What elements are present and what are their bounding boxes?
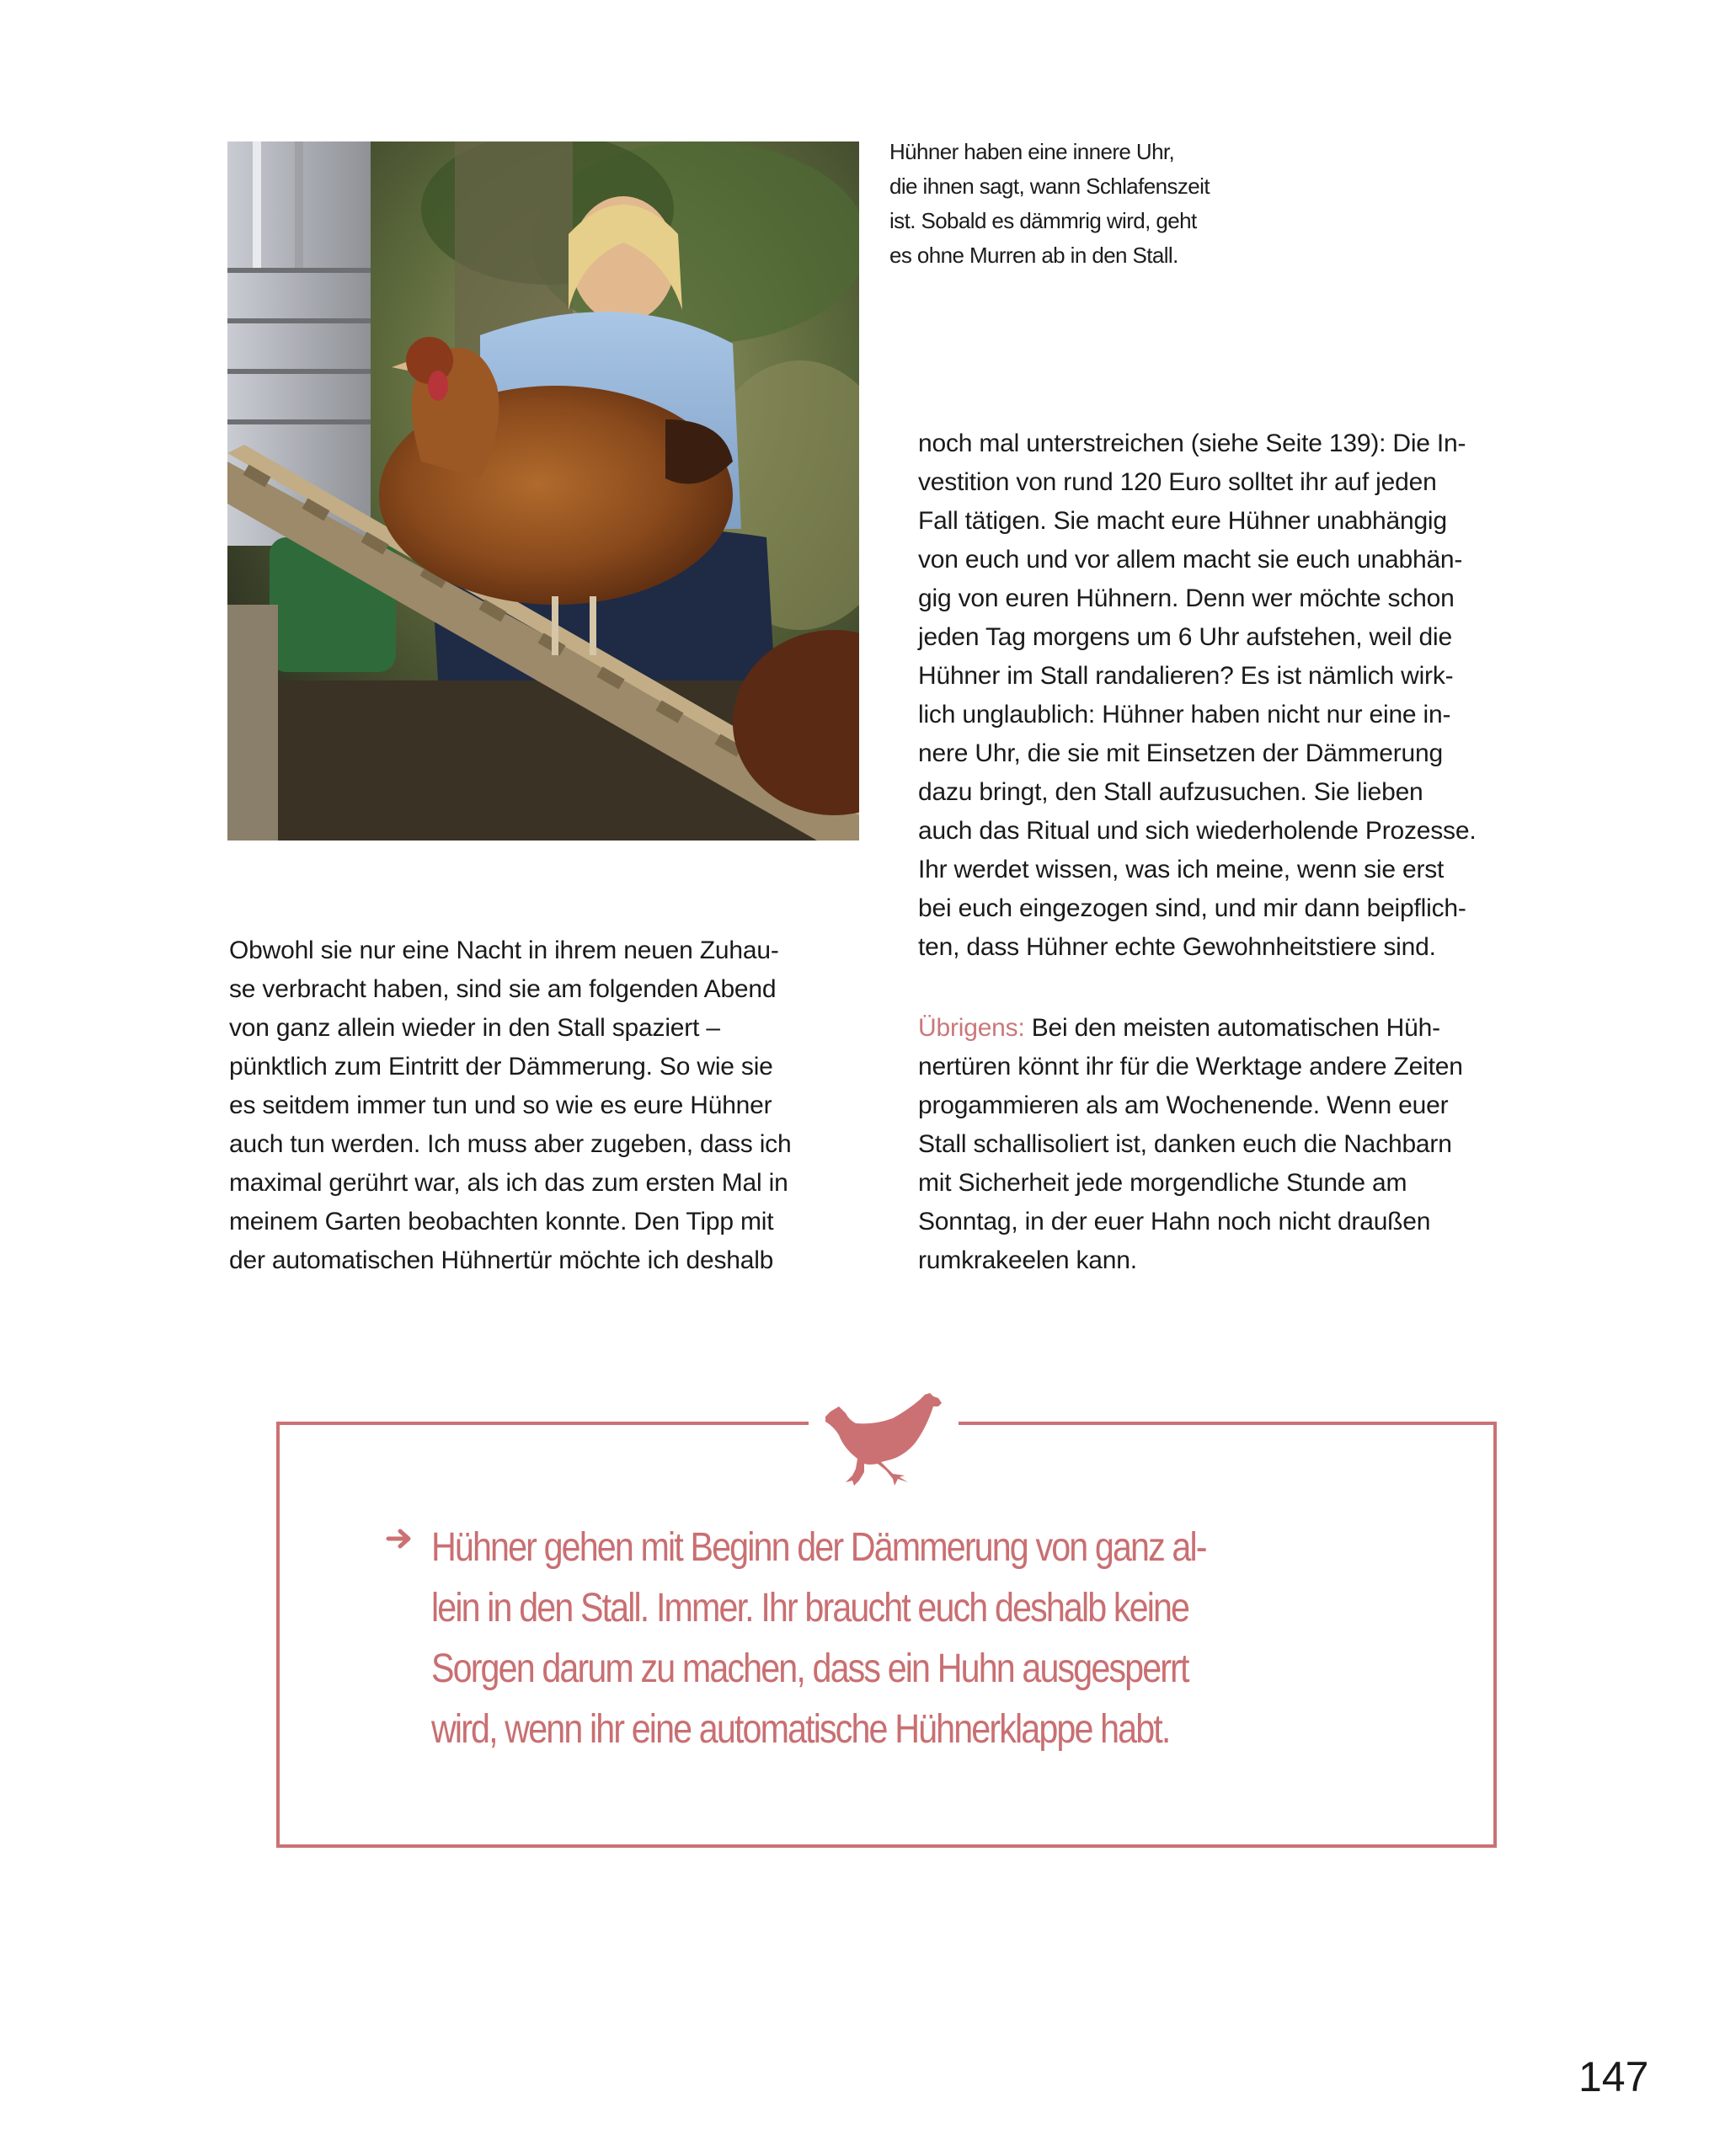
body-line: maximal gerührt war, als ich das zum ersten Mal in bbox=[229, 1169, 788, 1197]
body-line: meinem Garten beobachten konnte. Den Tipp mit bbox=[229, 1208, 774, 1235]
body-text-left-column bbox=[229, 931, 869, 1280]
body-line: se verbracht haben, sind sie am folgenden Abend bbox=[229, 975, 777, 1003]
note-line: nertüren könnt ihr für die Werktage andere Zeiten bbox=[918, 1053, 1463, 1081]
body-text-right-column bbox=[918, 424, 1558, 967]
callout-line: Sorgen darum zu machen, dass ein Huhn ausgesperrt bbox=[431, 1646, 1188, 1691]
body-line: ten, dass Hühner echte Gewohnheitstiere sind. bbox=[918, 933, 1436, 961]
body-line: nere Uhr, die sie mit Einsetzen der Dämmerung bbox=[918, 739, 1443, 767]
callout-text bbox=[431, 1518, 1264, 1760]
photo-caption bbox=[889, 135, 1260, 273]
callout-line: wird, wenn ihr eine automatische Hühnerklappe habt. bbox=[431, 1707, 1170, 1752]
body-line: vestition von rund 120 Euro solltet ihr auf jeden bbox=[918, 468, 1437, 496]
note-line: Stall schallisoliert ist, danken euch die Nachbarn bbox=[918, 1130, 1452, 1158]
note-line: Sonntag, in der euer Hahn noch nicht draußen bbox=[918, 1208, 1431, 1235]
body-line: Obwohl sie nur eine Nacht in ihrem neuen Zuhau- bbox=[229, 937, 779, 964]
note-first-line bbox=[918, 1009, 1558, 1048]
note-paragraph bbox=[918, 1009, 1558, 1280]
body-line: der automatischen Hühnertür möchte ich deshalb bbox=[229, 1246, 774, 1274]
body-line: von ganz allein wieder in den Stall spaziert – bbox=[229, 1014, 720, 1042]
body-line: lich unglaublich: Hühner haben nicht nur eine in- bbox=[918, 701, 1451, 728]
hen-photo-illustration bbox=[227, 141, 859, 841]
note-line-text: Bei den meisten automatischen Hüh- bbox=[1024, 1014, 1440, 1042]
hen-icon bbox=[815, 1381, 950, 1491]
caption-line: es ohne Murren ab in den Stall. bbox=[889, 243, 1178, 268]
callout-top-border-left bbox=[276, 1422, 809, 1425]
callout-top-border-right bbox=[959, 1422, 1497, 1425]
arrow-right-icon bbox=[386, 1526, 414, 1551]
body-line: bei euch eingezogen sind, und mir dann beipflich- bbox=[918, 894, 1466, 922]
note-line: rumkrakeelen kann. bbox=[918, 1246, 1137, 1274]
callout-line: lein in den Stall. Immer. Ihr braucht euch deshalb keine bbox=[431, 1586, 1189, 1630]
hen-photo bbox=[227, 141, 859, 841]
body-line: Hühner im Stall randalieren? Es ist nämlich wirk- bbox=[918, 662, 1454, 690]
body-line: Fall tätigen. Sie macht eure Hühner unabhängig bbox=[918, 507, 1447, 535]
body-line: gig von euren Hühnern. Denn wer möchte schon bbox=[918, 584, 1455, 612]
body-line: dazu bringt, den Stall aufzusuchen. Sie lieben bbox=[918, 778, 1423, 806]
note-line: progammieren als am Wochenende. Wenn euer bbox=[918, 1091, 1449, 1119]
body-line: es seitdem immer tun und so wie es eure Hühner bbox=[229, 1091, 772, 1119]
note-line: mit Sicherheit jede morgendliche Stunde am bbox=[918, 1169, 1407, 1197]
caption-line: ist. Sobald es dämmrig wird, geht bbox=[889, 208, 1197, 233]
body-line: von euch und vor allem macht sie euch unabhän- bbox=[918, 546, 1463, 574]
body-line: auch das Ritual und sich wiederholende Prozesse. bbox=[918, 817, 1477, 845]
caption-line: Hühner haben eine innere Uhr, bbox=[889, 139, 1175, 164]
note-label: Übrigens: bbox=[918, 1014, 1025, 1042]
body-line: noch mal unterstreichen (siehe Seite 139): Die In- bbox=[918, 430, 1466, 457]
body-line: auch tun werden. Ich muss aber zugeben, dass ich bbox=[229, 1130, 792, 1158]
caption-line: die ihnen sagt, wann Schlafenszeit bbox=[889, 173, 1210, 199]
body-line: pünktlich zum Eintritt der Dämmerung. So wie sie bbox=[229, 1053, 773, 1081]
page-number: 147 bbox=[1578, 2053, 1649, 2100]
body-line: Ihr werdet wissen, was ich meine, wenn sie erst bbox=[918, 856, 1445, 883]
callout-line: Hühner gehen mit Beginn der Dämmerung von ganz al- bbox=[431, 1525, 1206, 1570]
body-line: jeden Tag morgens um 6 Uhr aufstehen, weil die bbox=[918, 623, 1452, 651]
